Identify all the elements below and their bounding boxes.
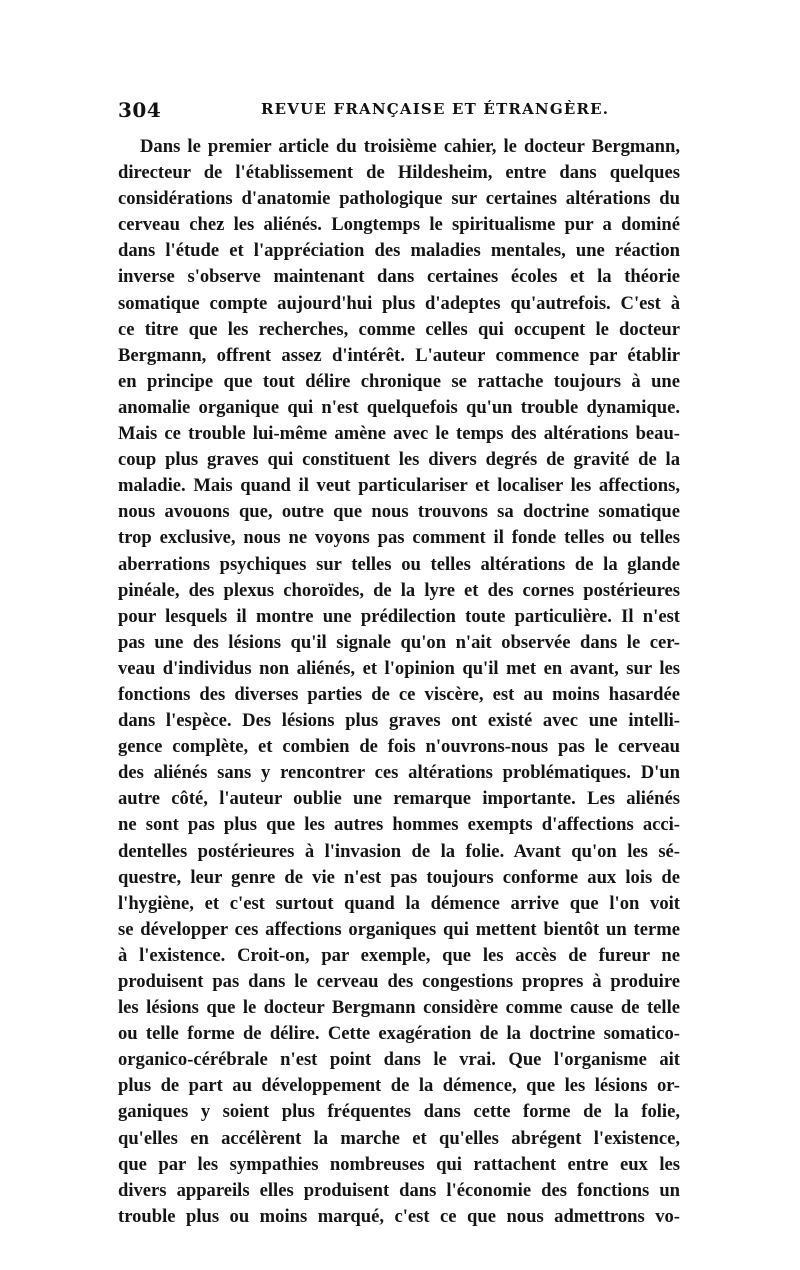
running-title: REVUE FRANÇAISE ET ÉTRANGÈRE. <box>261 100 610 118</box>
text-line: les lésions que le docteur Bergmann considère comme cause de telle <box>118 997 680 1019</box>
text-line: directeur de l'établissement de Hildesheim, entre dans quelques <box>118 162 680 184</box>
text-line: divers appareils elles produisent dans l'économie des fonctions un <box>118 1179 680 1201</box>
text-line: Mais ce trouble lui-même amène avec le temps des altérations beau- <box>118 423 680 445</box>
text-line: à l'existence. Croit-on, par exemple, que les accès de fureur ne <box>118 944 680 966</box>
text-line: fonctions des diverses parties de ce viscère, est au moins hasardée <box>118 683 680 705</box>
text-line: veau d'individus non aliénés, et l'opinion qu'il met en avant, sur les <box>118 657 680 679</box>
text-line: pas une des lésions qu'il signale qu'on n'ait observée dans le cer- <box>118 631 680 653</box>
text-line: ne sont pas plus que les autres hommes exempts d'affections acci- <box>118 814 680 836</box>
text-line: considérations d'anatomie pathologique sur certaines altérations du <box>118 188 680 210</box>
text-line: ce titre que les recherches, comme celles qui occupent le docteur <box>118 318 680 340</box>
text-line: dentelles postérieures à l'invasion de la folie. Avant qu'on les sé- <box>118 840 680 862</box>
text-line: que par les sympathies nombreuses qui rattachent entre eux les <box>118 1153 680 1175</box>
text-line: cerveau chez les aliénés. Longtemps le spiritualisme pur a dominé <box>118 214 680 236</box>
text-line: organico-cérébrale n'est point dans le vrai. Que l'organisme ait <box>118 1049 680 1071</box>
text-line: anomalie organique qui n'est quelquefois qu'un trouble dynamique. <box>118 396 680 418</box>
text-line: ou telle forme de délire. Cette exagération de la doctrine somatico- <box>118 1023 680 1045</box>
text-line: aberrations psychiques sur telles ou telles altérations de la glande <box>118 553 680 575</box>
text-line: Dans le premier article du troisième cahier, le docteur Bergmann, <box>140 136 680 157</box>
text-line: gence complète, et combien de fois n'ouvrons-nous pas le cerveau <box>118 736 680 758</box>
article-body <box>118 134 680 1230</box>
text-line: somatique compte aujourd'hui plus d'adeptes qu'autrefois. C'est à <box>118 292 680 314</box>
text-line: autre côté, l'auteur oublie une remarque importante. Les aliénés <box>118 788 680 810</box>
text-line: des aliénés sans y rencontrer ces altérations problématiques. D'un <box>118 762 680 784</box>
text-line: trouble plus ou moins marqué, c'est ce que nous admettrons vo- <box>118 1205 680 1227</box>
text-line: maladie. Mais quand il veut particulariser et localiser les affections, <box>118 475 680 497</box>
text-line: dans l'étude et l'appréciation des maladies mentales, une réaction <box>118 240 680 262</box>
text-line: Bergmann, offrent assez d'intérêt. L'auteur commence par établir <box>118 344 680 366</box>
text-line: coup plus graves qui constituent les divers degrés de gravité de la <box>118 449 680 471</box>
text-line: ganiques y soient plus fréquentes dans cette forme de la folie, <box>118 1101 680 1123</box>
text-line: l'hygiène, et c'est surtout quand la démence arrive que l'on voit <box>118 892 680 914</box>
text-line: se développer ces affections organiques qui mettent bientôt un terme <box>118 918 680 940</box>
page-number: 304 <box>118 98 162 122</box>
text-line: trop exclusive, nous ne voyons pas comment il fonde telles ou telles <box>118 527 680 549</box>
text-line: pinéale, des plexus choroïdes, de la lyre et des cornes postérieures <box>118 579 680 601</box>
text-line: qu'elles en accélèrent la marche et qu'elles abrégent l'existence, <box>118 1127 680 1149</box>
text-line: en principe que tout délire chronique se rattache toujours à une <box>118 370 680 392</box>
page-header <box>118 98 680 128</box>
text-line: dans l'espèce. Des lésions plus graves ont existé avec une intelli- <box>118 710 680 732</box>
text-line: produisent pas dans le cerveau des congestions propres à produire <box>118 971 680 992</box>
text-line: questre, leur genre de vie n'est pas toujours conforme aux lois de <box>118 866 680 888</box>
text-line: inverse s'observe maintenant dans certaines écoles et la théorie <box>118 266 680 288</box>
text-line: plus de part au développement de la démence, que les lésions or- <box>118 1075 680 1097</box>
text-line: pour lesquels il montre une prédilection toute particulière. Il n'est <box>118 605 680 627</box>
text-line: nous avouons que, outre que nous trouvons sa doctrine somatique <box>118 501 680 523</box>
